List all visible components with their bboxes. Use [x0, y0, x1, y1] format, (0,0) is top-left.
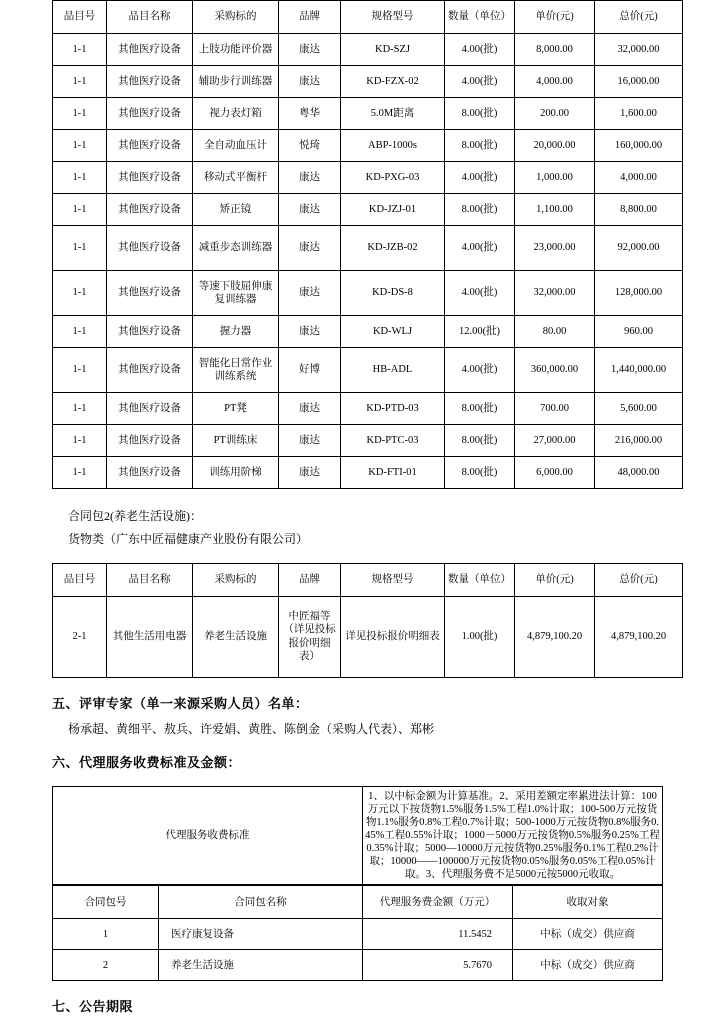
cell-unit-price: 1,100.00 [515, 194, 595, 226]
cell-item-name: 其他医疗设备 [107, 226, 193, 271]
cell-total-price: 4,000.00 [595, 162, 683, 194]
table-row [53, 162, 683, 194]
cell-model: KD-DS-8 [341, 271, 445, 316]
cell-brand: 康达 [279, 162, 341, 194]
cell-unit-price: 27,000.00 [515, 425, 595, 457]
cell-procurement-target: 养老生活设施 [193, 596, 279, 677]
cell-item-name: 其他医疗设备 [107, 316, 193, 348]
table-row [53, 596, 683, 677]
cell-fee-amount: 5.7670 [363, 950, 513, 981]
cell-unit-price: 6,000.00 [515, 457, 595, 489]
cell-procurement-target: 全自动血压计 [193, 130, 279, 162]
cell-total-price: 92,000.00 [595, 226, 683, 271]
cell-item-no: 1-1 [53, 348, 107, 393]
cell-package-no: 2 [53, 950, 159, 981]
cell-quantity: 8.00(批) [445, 425, 515, 457]
cell-quantity: 8.00(批) [445, 130, 515, 162]
section-title-review-experts: 五、评审专家（单一来源采购人员）名单： [52, 695, 309, 711]
cell-package-no: 1 [53, 919, 159, 950]
cell-model: KD-PTC-03 [341, 425, 445, 457]
column-header-quantity: 数量（单位） [445, 1, 515, 34]
cell-total-price: 32,000.00 [595, 34, 683, 66]
column-header-unit-price: 单价(元) [515, 1, 595, 34]
cell-item-no: 1-1 [53, 34, 107, 66]
cell-brand: 康达 [279, 393, 341, 425]
column-header-unit-price: 单价(元) [515, 563, 595, 596]
table-row [53, 194, 683, 226]
agency-fee-standard-text: 1、以中标金额为计算基准。2、采用差额定率累进法计算：100万元以下按货物1.5%服务1.5%工程1.0%计取；100-500万元按货物1.1%服务0.8%工程0.7%计取；500-1000万元按货物0.8%服务0.45%工程0.55%计取；1000－5000万元按货物0.5%服务0.25%工程0.35%计取；5000—10000万元按货物0.25%服务0.1%工程0.2%计取；10000——100000万元按货物0.05%服务0.05%工程0.05%计取。3、代理服务费不足5000元按5000元收取。 [363, 786, 663, 885]
cell-unit-price: 8,000.00 [515, 34, 595, 66]
cell-brand: 康达 [279, 226, 341, 271]
cell-total-price: 8,800.00 [595, 194, 683, 226]
cell-total-price: 5,600.00 [595, 393, 683, 425]
cell-quantity: 4.00(批) [445, 66, 515, 98]
cell-total-price: 160,000.00 [595, 130, 683, 162]
cell-quantity: 4.00(批) [445, 271, 515, 316]
column-header-payer: 收取对象 [513, 886, 663, 919]
cell-brand: 中匠福等（详见投标报价明细表） [279, 596, 341, 677]
cell-unit-price: 200.00 [515, 98, 595, 130]
cell-item-name: 其他医疗设备 [107, 34, 193, 66]
cell-item-no: 1-1 [53, 457, 107, 489]
cell-procurement-target: 握力器 [193, 316, 279, 348]
cell-model: KD-PTD-03 [341, 393, 445, 425]
cell-fee-amount: 11.5452 [363, 919, 513, 950]
table-row [53, 457, 683, 489]
cell-unit-price: 700.00 [515, 393, 595, 425]
cell-brand: 康达 [279, 457, 341, 489]
cell-total-price: 48,000.00 [595, 457, 683, 489]
table-row [53, 919, 663, 950]
column-header-quantity: 数量（单位） [445, 563, 515, 596]
cell-model: HB-ADL [341, 348, 445, 393]
cell-item-no: 1-1 [53, 316, 107, 348]
cell-item-name: 其他医疗设备 [107, 457, 193, 489]
cell-item-name: 其他医疗设备 [107, 271, 193, 316]
cell-model: KD-FZX-02 [341, 66, 445, 98]
cell-procurement-target: 智能化日常作业训练系统 [193, 348, 279, 393]
cell-package-name: 养老生活设施 [159, 950, 363, 981]
column-header-procurement-target: 采购标的 [193, 1, 279, 34]
cell-item-name: 其他医疗设备 [107, 162, 193, 194]
table-row [53, 66, 683, 98]
cell-model: KD-JZJ-01 [341, 194, 445, 226]
cell-procurement-target: PT训练床 [193, 425, 279, 457]
award-items-table-package2 [52, 563, 683, 678]
cell-unit-price: 1,000.00 [515, 162, 595, 194]
cell-brand: 康达 [279, 194, 341, 226]
cell-model: KD-JZB-02 [341, 226, 445, 271]
table-row [53, 34, 683, 66]
cell-model: KD-PXG-03 [341, 162, 445, 194]
cell-quantity: 8.00(批) [445, 457, 515, 489]
agency-fee-standard-table [52, 786, 663, 886]
cell-item-name: 其他医疗设备 [107, 98, 193, 130]
cell-unit-price: 4,879,100.20 [515, 596, 595, 677]
cell-item-no: 1-1 [53, 98, 107, 130]
cell-model: 详见投标报价明细表 [341, 596, 445, 677]
cell-brand: 悦琦 [279, 130, 341, 162]
cell-unit-price: 80.00 [515, 316, 595, 348]
cell-procurement-target: 视力表灯箱 [193, 98, 279, 130]
cell-item-no: 1-1 [53, 393, 107, 425]
cell-item-no: 1-1 [53, 271, 107, 316]
cell-brand: 康达 [279, 271, 341, 316]
cell-total-price: 960.00 [595, 316, 683, 348]
cell-quantity: 4.00(批) [445, 348, 515, 393]
cell-quantity: 8.00(批) [445, 194, 515, 226]
cell-procurement-target: 训练用阶梯 [193, 457, 279, 489]
table-row [53, 348, 683, 393]
cell-total-price: 216,000.00 [595, 425, 683, 457]
cell-item-name: 其他医疗设备 [107, 393, 193, 425]
table-row [53, 393, 683, 425]
cell-brand: 康达 [279, 316, 341, 348]
column-header-item-no: 品目号 [53, 1, 107, 34]
column-header-package-name: 合同包名称 [159, 886, 363, 919]
cell-procurement-target: 减重步态训练器 [193, 226, 279, 271]
table-header-row [53, 1, 683, 34]
cell-total-price: 16,000.00 [595, 66, 683, 98]
table-row [53, 226, 683, 271]
table-header-row [53, 886, 663, 919]
column-header-brand: 品牌 [279, 1, 341, 34]
cell-item-no: 1-1 [53, 162, 107, 194]
column-header-item-name: 品目名称 [107, 1, 193, 34]
column-header-fee-amount: 代理服务费金额（万元） [363, 886, 513, 919]
cell-procurement-target: 矫正镜 [193, 194, 279, 226]
cell-unit-price: 23,000.00 [515, 226, 595, 271]
cell-quantity: 12.00(批) [445, 316, 515, 348]
cell-quantity: 4.00(批) [445, 162, 515, 194]
package2-supplier: 货物类（广东中匠福健康产业股份有限公司） [68, 531, 309, 546]
cell-quantity: 4.00(批) [445, 226, 515, 271]
column-header-total-price: 总价(元) [595, 563, 683, 596]
award-items-table-package1 [52, 0, 683, 489]
cell-model: KD-SZJ [341, 34, 445, 66]
cell-package-name: 医疗康复设备 [159, 919, 363, 950]
column-header-brand: 品牌 [279, 563, 341, 596]
section-title-agency-fee: 六、代理服务收费标准及金额： [52, 754, 242, 770]
cell-brand: 好博 [279, 348, 341, 393]
cell-model: KD-FTI-01 [341, 457, 445, 489]
cell-item-name: 其他医疗设备 [107, 130, 193, 162]
column-header-item-no: 品目号 [53, 563, 107, 596]
review-experts-list: 杨承超、黄细平、敖兵、许爱娟、黄胜、陈倒金（采购人代表）、郑彬 [68, 722, 435, 737]
column-header-item-name: 品目名称 [107, 563, 193, 596]
column-header-model: 规格型号 [341, 563, 445, 596]
cell-total-price: 1,440,000.00 [595, 348, 683, 393]
cell-brand: 康达 [279, 66, 341, 98]
table-header-row [53, 563, 683, 596]
cell-procurement-target: PT凳 [193, 393, 279, 425]
column-header-procurement-target: 采购标的 [193, 563, 279, 596]
cell-brand: 康达 [279, 425, 341, 457]
cell-item-name: 其他医疗设备 [107, 194, 193, 226]
cell-item-name: 其他医疗设备 [107, 425, 193, 457]
cell-unit-price: 360,000.00 [515, 348, 595, 393]
table-row [53, 316, 683, 348]
cell-item-name: 其他生活用电器 [107, 596, 193, 677]
cell-unit-price: 20,000.00 [515, 130, 595, 162]
cell-item-name: 其他医疗设备 [107, 348, 193, 393]
cell-model: 5.0M距离 [341, 98, 445, 130]
table-row [53, 950, 663, 981]
table-row [53, 271, 683, 316]
cell-item-no: 2-1 [53, 596, 107, 677]
cell-total-price: 128,000.00 [595, 271, 683, 316]
section-title-announcement-period: 七、公告期限 [52, 999, 134, 1015]
agency-fee-standard-label: 代理服务收费标准 [53, 786, 363, 885]
column-header-model: 规格型号 [341, 1, 445, 34]
cell-brand: 康达 [279, 34, 341, 66]
table-row [53, 130, 683, 162]
cell-item-no: 1-1 [53, 66, 107, 98]
cell-quantity: 8.00(批) [445, 393, 515, 425]
cell-brand: 粤华 [279, 98, 341, 130]
cell-quantity: 4.00(批) [445, 34, 515, 66]
cell-payer: 中标（成交）供应商 [513, 950, 663, 981]
cell-item-no: 1-1 [53, 194, 107, 226]
cell-quantity: 8.00(批) [445, 98, 515, 130]
column-header-package-no: 合同包号 [53, 886, 159, 919]
cell-procurement-target: 移动式平衡杆 [193, 162, 279, 194]
cell-total-price: 4,879,100.20 [595, 596, 683, 677]
table-row [53, 786, 663, 885]
column-header-total-price: 总价(元) [595, 1, 683, 34]
cell-item-no: 1-1 [53, 130, 107, 162]
cell-procurement-target: 上肢功能评价器 [193, 34, 279, 66]
cell-unit-price: 4,000.00 [515, 66, 595, 98]
cell-unit-price: 32,000.00 [515, 271, 595, 316]
cell-item-no: 1-1 [53, 226, 107, 271]
cell-payer: 中标（成交）供应商 [513, 919, 663, 950]
cell-procurement-target: 等速下肢屈伸康复训练器 [193, 271, 279, 316]
cell-item-no: 1-1 [53, 425, 107, 457]
cell-model: KD-WLJ [341, 316, 445, 348]
table-row [53, 98, 683, 130]
package2-title: 合同包2(养老生活设施)： [68, 509, 202, 523]
cell-quantity: 1.00(批) [445, 596, 515, 677]
cell-total-price: 1,600.00 [595, 98, 683, 130]
cell-procurement-target: 辅助步行训练器 [193, 66, 279, 98]
agency-fee-summary-table [52, 885, 663, 981]
cell-item-name: 其他医疗设备 [107, 66, 193, 98]
table-row [53, 425, 683, 457]
cell-model: ABP-1000s [341, 130, 445, 162]
